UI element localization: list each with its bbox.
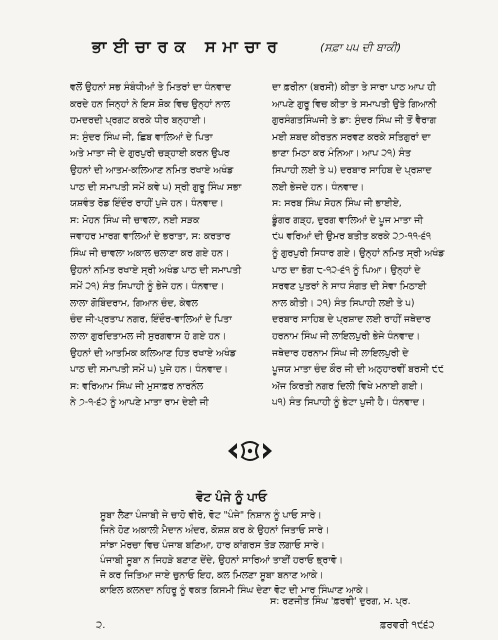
text-line: ਕਰਦੇ ਹਨ ਜਿਨ੍ਹਾਂ ਨੇ ਇਸ ਸ਼ੋਕ ਵਿਚ ਉਨ੍ਹਾਂ ਨਾਲ	[70, 98, 230, 110]
text-line: ਪੂਜਯ ਮਾਤਾ ਚੰਦ ਕੌਰ ਜੀ ਦੀ ਅਠ੍ਹਾਰਵੀਂ ਬਰਸੀ ੯੯	[272, 364, 444, 376]
text-line: ੫੧) ਸੰਤ ਸਿਪਾਹੀ ਨੂੰ ਭੇਟਾ ਪੁਜੀ ਹੈ। ਧੰਨਵਾਦ।	[272, 397, 426, 409]
text-line: ਨੇ ੭-੧-੬੨ ਨੂੰ ਆਪਣੇ ਮਾਤਾ ਰਾਮ ਦੇਈ ਜੀ	[70, 397, 209, 409]
poem-body	[100, 508, 400, 598]
text-line: ਜਵਾਹਰ ਮਾਰਗ ਵਾਲਿਆਂ ਦੇ ਭਰਾਤਾ, ਸ: ਕਰਤਾਰ	[70, 231, 231, 243]
text-line: ਵਲੋਂ ਉਹਨਾਂ ਸਭ ਸੰਬੰਧੀਆਂ ਤੇ ਮਿਤਰਾਂ ਦਾ ਧੰਨਵਾਦ	[70, 82, 231, 93]
text-line: ਸ: ਮੋਹਨ ਸਿੰਘ ਜੀ ਚਾਵਲਾ, ਨਈ ਸੜਕ	[70, 214, 200, 226]
continuation-note: (ਸਫ਼ਾ ੫੫ ਦੀ ਬਾਕੀ)	[320, 41, 402, 54]
text-line: ਪਾਠ ਦੀ ਸਮਾਪਤੀ ਸਮੇਂ ਕਵੇ ੫) ਸ੍ਰੀ ਗੁਰੂ ਸਿੰਘ ਸਭਾ	[70, 181, 242, 193]
text-line: ਦਰਬਾਰ ਸਾਹਿਬ ਦੇ ਪ੍ਰਸ਼ਾਦ ਲਈ ਰਾਹੀਂ ਜਥੇਦਾਰ	[272, 314, 431, 326]
poem-title: ਵੋਟ ਪੰਜੇ ਨੂੰ ਪਾਓ	[196, 490, 267, 504]
text-line: ਹਮਦਰਦੀ ਪ੍ਰਗਟ ਕਰਕੇ ਧੀਰ ਬਨ੍ਹਾਈ।	[70, 115, 207, 127]
text-line: ਸ: ਸਰਬ ਸਿੰਘ ਸੋਹਨ ਸਿੰਘ ਜੀ ਭਾਈਏ,	[272, 198, 402, 210]
poem-author: ਸ: ਰਣਜੀਤ ਸਿੰਘ 'ਫ਼ਰਵੀ' ਦੁਰਗ, ਮ. ਪ੍ਰ.	[270, 596, 411, 607]
text-line: ਯਸ਼ਵੰਤ ਰੋਡ ਇੰਦੌਰ ਰਾਹੀਂ ਪੁਜੇ ਹਨ। ਧੰਨਵਾਦ।	[70, 198, 224, 210]
issue-date: ਫ਼ਰਵਰੀ ੧੯੬੨	[380, 620, 435, 631]
text-line: ਸਰਵਣ ਪੁਤਰਾਂ ਨੇ ਸਾਧ ਸੰਗਤ ਦੀ ਸੇਵਾ ਮਿਠਾਈ	[272, 281, 427, 293]
text-line: ਉਹਨਾਂ ਨਮਿਤ ਰਖਾਏ ਸ੍ਰੀ ਅਖੰਡ ਪਾਠ ਦੀ ਸਮਾਪਤੀ	[70, 264, 242, 276]
text-line: ਦਾ ਫ਼ਰੀਨਾ (ਬਰਸੀ) ਕੀਤਾ ਤੇ ਸਾਰਾ ਪਾਠ ਆਪ ਹੀ	[272, 82, 436, 93]
text-line: ਉਹਨਾਂ ਦੀ ਆਤਮ-ਕਲਿਆਣ ਨਮਿਤ ਰਖਾਏ ਅਖੰਡ	[70, 164, 234, 176]
text-line: ਲਾਲਾ ਗੁਰਦਿਤਾਮਲ ਜੀ ਸੁਰਗਵਾਸ ਹੋ ਗਏ ਹਨ।	[70, 330, 227, 342]
text-line: ਡੂੰਗਰ ਗੜ੍ਹ, ਦੁਰਗ ਵਾਲਿਆਂ ਦੇ ਪੂਜ ਮਾਤਾ ਜੀ	[272, 214, 423, 226]
text-line: ਸਿਪਾਹੀ ਲਈ ਤੇ ੫) ਦਰਬਾਰ ਸਾਹਿਬ ਦੇ ਪ੍ਰਸ਼ਾਦ	[272, 164, 432, 176]
text-line: ਚੰਦ ਜੀ-ਪ੍ਰਤਾਪ ਨਗਰ, ਇੰਦੌਰ-ਵਾਲਿਆਂ ਦੇ ਪਿਤਾ	[70, 314, 232, 326]
text-line: ਨਾਲ ਕੀਤੀ। ੨੧) ਸੰਤ ਸਿਪਾਹੀ ਲਈ ਤੇ ੫)	[272, 297, 415, 309]
poem-line: ਸਾਂਝਾ ਮੋਰਚਾ ਵਿਚ ਪੰਜਾਬ ਬਣਿਆ, ਹਾਰ ਕਾਂਗਰਸ ਤੋੜ ਲਗਾਓ ਸਾਰੇ।	[100, 540, 325, 551]
text-line: ਸ: ਸੁੰਦਰ ਸਿੰਘ ਜੀ, ਛਿਬ ਵਾਲਿਆਂ ਦੇ ਪਿਤਾ	[70, 131, 213, 143]
text-line: ਲਈ ਭੇਜਦੇ ਹਨ। ਧੰਨਵਾਦ।	[272, 181, 365, 193]
text-line: ਪਾਠ ਦਾ ਭੋਗ ੮-੧੨-੬੧ ਨੂੰ ਪਿਆ। ਉਨ੍ਹਾਂ ਦੇ	[272, 264, 421, 276]
poem-line: ਪੰਜਾਬੀ ਸੂਬਾ ਨ ਜਿਹੜੇ ਬਣਾਣ ਦੇਂਦੇ, ਉਹਨਾਂ ਸਾਰਿਆਂ ਤਾਈਂ ਹਰਾਓ ਭ੍ਰਾਵੋ।	[100, 555, 343, 566]
text-line: ਲਾਲਾ ਗੋਬਿੰਦਰਾਮ, ਗਿਆਨ ਚੰਦ, ਕੇਵਲ	[70, 297, 198, 309]
poem-line: ਜੋ ਕਰ ਜਿਤਿਆ ਜਾਏ ਚੁਨਾਓ ਇਹ, ਕਲ ਮਿਲਣਾ ਸੂਬਾ ਬਨਾਣ ਆਕੇ।	[100, 570, 324, 581]
left-column	[70, 80, 268, 412]
poem-line: ਜਿਨੇ ਹੋਣ ਅਕਾਲੀ ਮੈਦਾਨ ਅੰਦਰ, ਕੋਸ਼ਸ਼ ਕਰ ਕੇ ਉਹਨਾਂ ਜਿਤਾਓ ਸਾਰੇ।	[100, 525, 330, 536]
text-line: ਅੱਜ ਕਿਰਤੀ ਨਗਰ ਦਿਲੀ ਵਿਖੇ ਮਨਾਈ ਗਈ।	[272, 380, 424, 392]
poem-line: ਕਾਇਲ ਕਲਨਦਾ ਨਹਿਰੂ ਨੂੰ ਵਕਤ ਕਿਸਮੀ ਸਿੰਘ ਦੇਣਾ ਵੋਟ ਦੀ ਮਾਰ ਸਿੰਘਾਣ ਆਕੇ।	[100, 585, 369, 596]
text-line: ਨੂੰ ਗੁਰਪੁਰੀ ਸਿਧਾਰ ਗਏ। ਉਨ੍ਹਾਂ ਨਮਿਤ ਸ੍ਰੀ ਅਖੰਡ	[272, 247, 445, 259]
text-line: ਅਤੇ ਮਾਤਾ ਜੀ ਦੇ ਗੁਰਪੁਰੀ ਚੜ੍ਹਾਈ ਕਰਨ ਉਪਰ	[70, 148, 230, 160]
page-number: ੨.	[96, 620, 106, 631]
text-line: ਸ: ਵਰਿਆਮ ਸਿੰਘ ਜੀ ਮੁਸਾਫ਼ਰ ਨਾਰਨੌਲ	[70, 380, 204, 392]
right-column	[272, 80, 468, 412]
text-line: ੯੫ ਵਰਿਆਂ ਦੀ ਉਮਰ ਬਤੀਤ ਕਰਕੇ ੨੭-੧੧-੬੧	[272, 231, 431, 243]
page-heading: ਭਾਈਚਾਰਕ ਸਮਾਚਾਰ	[92, 37, 285, 56]
divider-ornament-icon	[224, 440, 276, 462]
text-line: ਮਈ ਸ਼ਬਦ ਕੀਰਤਨ ਸਰਵਣ ਕਰਕੇ ਸਤਿਗੁਰਾਂ ਦਾ	[272, 131, 431, 143]
text-line: ਉਹਨਾਂ ਦੀ ਆਤਮਿਕ ਕਲਿਆਣ ਹਿਤ ਰਖਾਏ ਅਖੰਡ	[70, 347, 236, 359]
text-line: ਹਰਨਾਮ ਸਿੰਘ ਜੀ ਲਾਇਲਪੁਰੀ ਭੇਜੇ ਧੰਨਵਾਦ।	[272, 330, 421, 342]
poem-line: ਸੂਬਾ ਲੈਣਾ ਪੰਜਾਬੀ ਜੇ ਚਾਹੋ ਵੀਰੋ, ਵੋਟ "ਪੰਜੇ" ਨਿਸ਼ਾਨ ਨੂੰ ਪਾਓ ਸਾਰੇ।	[100, 510, 322, 521]
text-line: ਗੁਰਸੰਗਤਸਿੰਘਜੀ ਤੇ ਡਾ: ਸੁੰਦਰ ਸਿੰਘ ਜੀ ਤੋਂ ਵੈਰਾਗ	[272, 115, 437, 127]
text-line: ਭਾਣਾ ਮਿਠਾ ਕਰ ਮੰਨਿਆ। ਆਪ ੨੧) ਸੰਤ	[272, 148, 411, 160]
text-line: ਜਥੇਦਾਰ ਹਰਨਾਮ ਸਿੰਘ ਜੀ ਲਾਇਲਪੁਰੀ ਦੇ	[272, 347, 409, 359]
text-line: ਸਿੰਘ ਜੀ ਚਾਵਲਾ ਅਕਾਲ ਚਲਾਣਾ ਕਰ ਗਏ ਹਨ।	[70, 247, 230, 259]
text-line: ਪਾਠ ਦੀ ਸਮਾਪਤੀ ਸਮੇਂ ੫) ਪੁਜੇ ਹਨ। ਧੰਨਵਾਦ।	[70, 364, 228, 376]
text-line: ਆਪਣੇ ਗੁਰੂ ਵਿਚ ਕੀਤਾ ਤੇ ਸਮਾਪਤੀ ਉਤੇ ਗਿਆਨੀ	[272, 98, 437, 110]
text-line: ਸਮੇਂ ੨੧) ਸੰਤ ਸਿਪਾਹੀ ਨੂੰ ਭੇਜੇ ਹਨ। ਧੰਨਵਾਦ।	[70, 281, 225, 293]
